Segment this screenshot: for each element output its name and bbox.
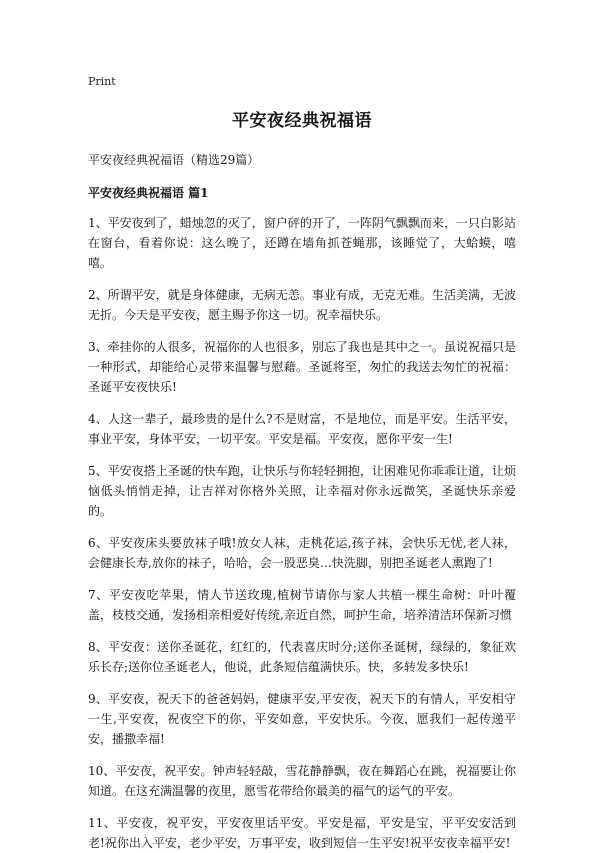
- print-link[interactable]: Print: [88, 75, 116, 88]
- paragraph-6: 6、平安夜床头要放袜子哦!放女人袜，走桃花运,孩子袜，会快乐无忧,老人袜，会健康长寿,放你的袜子，哈哈，会一股恶臭…快洗脚，别把圣诞老人熏跑了!: [88, 536, 516, 570]
- paragraph-10: 10、平安夜，祝平安。钟声轻轻敲，雪花静静飘，夜在舞蹈心在跳，祝福要让你知道。在这充满温馨的夜里，愿雪花带给你最美的福气的运气的平安。: [88, 764, 516, 798]
- paragraph-11: 11、平安夜，祝平安，平安夜里话平安。平安是福，平安是宝，平平安安活到老!祝你出入平安，老少平安，万事平安，收到短信一生平安!祝平安夜幸福平安!: [88, 816, 516, 850]
- paragraph-8: 8、平安夜：送你圣诞花，红红的，代表喜庆时分;送你圣诞树，绿绿的，象征欢乐长存;送你位圣诞老人，他说，此条短信蕴满快乐。快，多转发多快乐!: [88, 640, 516, 674]
- page-title: 平安夜经典祝福语: [232, 111, 372, 131]
- section-heading: 平安夜经典祝福语 篇1: [88, 186, 209, 200]
- document-subtitle: 平安夜经典祝福语（精选29篇）: [88, 153, 260, 167]
- paragraph-9: 9、平安夜，祝天下的爸爸妈妈，健康平安,平安夜，祝天下的有情人，平安相守一生,平安夜，祝夜空下的你，平安如意，平安快乐。今夜，愿我们一起传递平安，播撒幸福!: [88, 692, 516, 746]
- paragraph-2: 2、所谓平安，就是身体健康，无病无恙。事业有成，无克无难。生活美满，无波无折。今天是平安夜，愿主赐予你这一切。祝幸福快乐。: [88, 288, 516, 322]
- paragraph-1: 1、平安夜到了，蜡烛忽的灭了，窗户砰的开了，一阵阴气飘飘而来，一只白影站在窗台，看着你说：这么晚了，还蹲在墙角抓苍蝇那，该睡觉了，大蛤蟆，嘻嘻。: [88, 216, 516, 270]
- paragraph-4: 4、人这一辈子，最珍贵的是什么?不是财富，不是地位，而是平安。生活平安，事业平安，身体平安，一切平安。平安是福。平安夜，愿你平安一生!: [88, 412, 516, 446]
- paragraph-7: 7、平安夜吃苹果，情人节送玫瑰,植树节请你与家人共植一棵生命树：叶叶覆盖，枝枝交通，发扬相亲相爱好传统,亲近自然，呵护生命，培养清洁环保新习惯: [88, 588, 516, 622]
- paragraph-3: 3、牵挂你的人很多，祝福你的人也很多，别忘了我也是其中之一。虽说祝福只是一种形式，却能给心灵带来温馨与慰藉。圣诞将至，匆忙的我送去匆忙的祝福：圣诞平安夜快乐!: [88, 340, 516, 394]
- paragraph-5: 5、平安夜搭上圣诞的快车跑，让快乐与你轻轻拥抱，让困难见你乖乖让道，让烦恼低头悄悄走掉，让吉祥对你格外关照，让幸福对你永远微笑，圣诞快乐亲爱的。: [88, 464, 516, 518]
